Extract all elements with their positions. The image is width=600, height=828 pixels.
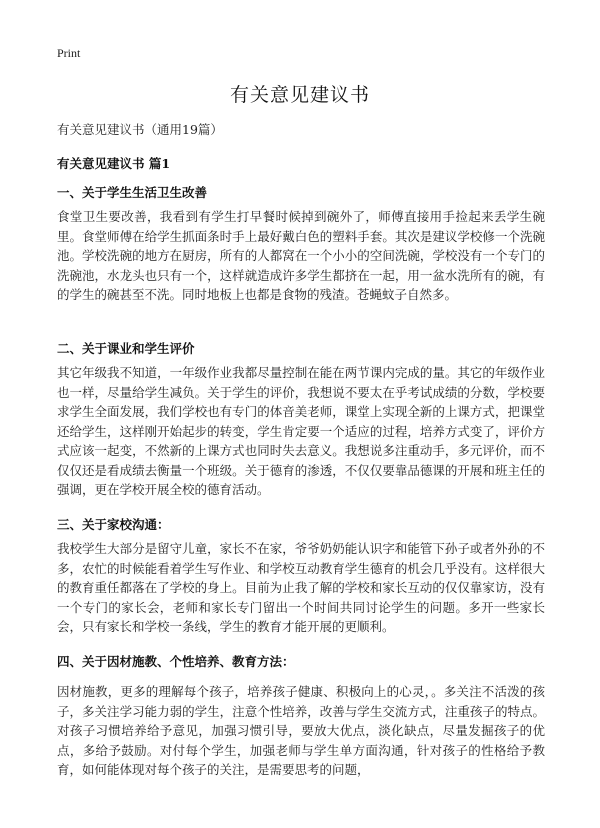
section-heading-4: 四、关于因材施教、个性培养、教育方法： [57, 654, 295, 669]
document-subtitle: 有关意见建议书（通用19篇） [57, 122, 223, 137]
section-heading-3: 三、关于家校沟通： [57, 517, 170, 532]
print-link[interactable]: Print [57, 46, 81, 60]
section-body-4: 因材施教，更多的理解每个孩子，培养孩子健康、积极向上的心灵，。多关注不活泼的孩子，多关注学习能力弱的学生，注意个性培养，改善与学生交流方式，注重孩子的特点。 对孩子习惯培养给予意见，加强习惯引导，要放大优点，淡化缺点，尽量发掘孩子的优点，多给予鼓励。对付每个学生，加强老师与学生单方面沟通，针对孩子的性格给予教育，如何能体现对每个孩子的关注，是需要思考的问题， [57, 684, 545, 777]
section-heading-1: 一、关于学生生活卫生改善 [57, 185, 208, 200]
section-body-3: 我校学生大部分是留守儿童，家长不在家，爷爷奶奶能认识字和能管下孙子或者外孙的不多，农忙的时候能看着学生写作业、和学校互动教育学生德育的机会几乎没有。这样很大的教育重任都落在了学校的身上。目前为止我了解的学校和家长互动的仅仅靠家访，没有一个专门的家长会，老师和家长专门留出一个时间共同讨论学生的问题。多开一些家长会，只有家长和学校一条线，学生的教育才能开展的更顺利。 [57, 541, 545, 634]
section-body-2: 其它年级我不知道，一年级作业我都尽量控制在能在两节课内完成的量。其它的年级作业也一样，尽量给学生减负。关于学生的评价，我想说不要太在乎考试成绩的分数，学校要求学生全面发展，我们学校也有专门的体音美老师，课堂上实现全新的上课方式，把课堂还给学生，这样刚开始起步的转变，学生肯定要一个适应的过程，培养方式变了，评价方式应该一起变，不然新的上课方式也同时失去意义。我想说多注重动手，多元评价，而不仅仅还是看成绩去衡量一个班级。关于德育的渗透，不仅仅要靠品德课的开展和班主任的强调，更在学校开展全校的德育活动。 [57, 365, 545, 497]
section-heading-2: 二、关于课业和学生评价 [57, 341, 195, 356]
article-heading: 有关意见建议书 篇1 [57, 156, 171, 171]
section-body-1: 食堂卫生要改善，我看到有学生打早餐时候掉到碗外了，师傅直接用手捡起来丢学生碗里。食堂师傅在给学生抓面条时手上最好戴白色的塑料手套。其次是建议学校修一个洗碗池。学校洗碗的地方在厨房，所有的人都窝在一个小小的空间洗碗，学校没有一个专门的洗碗池，水龙头也只有一个，这样就造成许多学生都挤在一起，用一盆水洗所有的碗，有的学生的碗甚至不洗。同时地板上也都是食物的残渣。苍蝇蚊子自然多。 [57, 209, 545, 302]
document-title: 有关意见建议书 [229, 84, 370, 106]
